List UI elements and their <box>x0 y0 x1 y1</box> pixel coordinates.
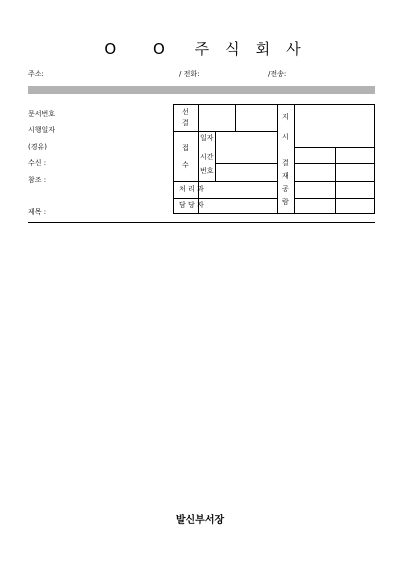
subject-label: 제목 : <box>28 208 47 216</box>
company-title <box>0 38 400 59</box>
recipient-label: 수신 : <box>28 159 47 167</box>
date-label: 일자 <box>200 134 214 142</box>
reference-label: 참조 : <box>28 176 47 184</box>
sender-signature: 발신부서장 <box>175 515 225 526</box>
title-circle-2: O <box>153 40 167 58</box>
fax-label: /전송: <box>268 70 287 78</box>
company-name-char: 주 <box>194 40 212 58</box>
doc-number-label: 문서번호 <box>28 110 56 118</box>
time-label: 시간 <box>200 153 214 161</box>
jeopsu-char: 수 <box>182 161 189 169</box>
company-name-char: 사 <box>286 40 303 58</box>
jeopsu-char: 접 <box>182 144 189 152</box>
phone-label: / 전화: <box>179 70 200 78</box>
seongyeol-char: 결 <box>182 119 189 127</box>
company-name <box>188 40 310 58</box>
seongyeol-char: 선 <box>182 108 189 116</box>
header-divider <box>28 86 375 94</box>
number-label: 번호 <box>200 167 214 175</box>
approval-char: 결 <box>282 159 289 167</box>
approval-char: 공 <box>282 185 289 193</box>
title-circle-1: O <box>104 40 119 58</box>
approval-table <box>173 104 375 214</box>
company-name-char: 회 <box>255 40 273 58</box>
company-name-char: 식 <box>225 40 242 58</box>
via-label: (경유) <box>28 143 47 151</box>
instruction-char: 시 <box>282 133 289 141</box>
processing-dept-label: 처 리 과 <box>179 185 204 193</box>
body-divider <box>28 222 375 223</box>
approval-char: 람 <box>282 198 289 206</box>
approval-char: 재 <box>282 172 289 180</box>
issue-date-label: 시행일자 <box>28 126 56 134</box>
address-label: 주소: <box>28 70 44 78</box>
instruction-char: 지 <box>282 113 289 121</box>
person-in-charge-label: 담 당 자 <box>179 201 204 209</box>
